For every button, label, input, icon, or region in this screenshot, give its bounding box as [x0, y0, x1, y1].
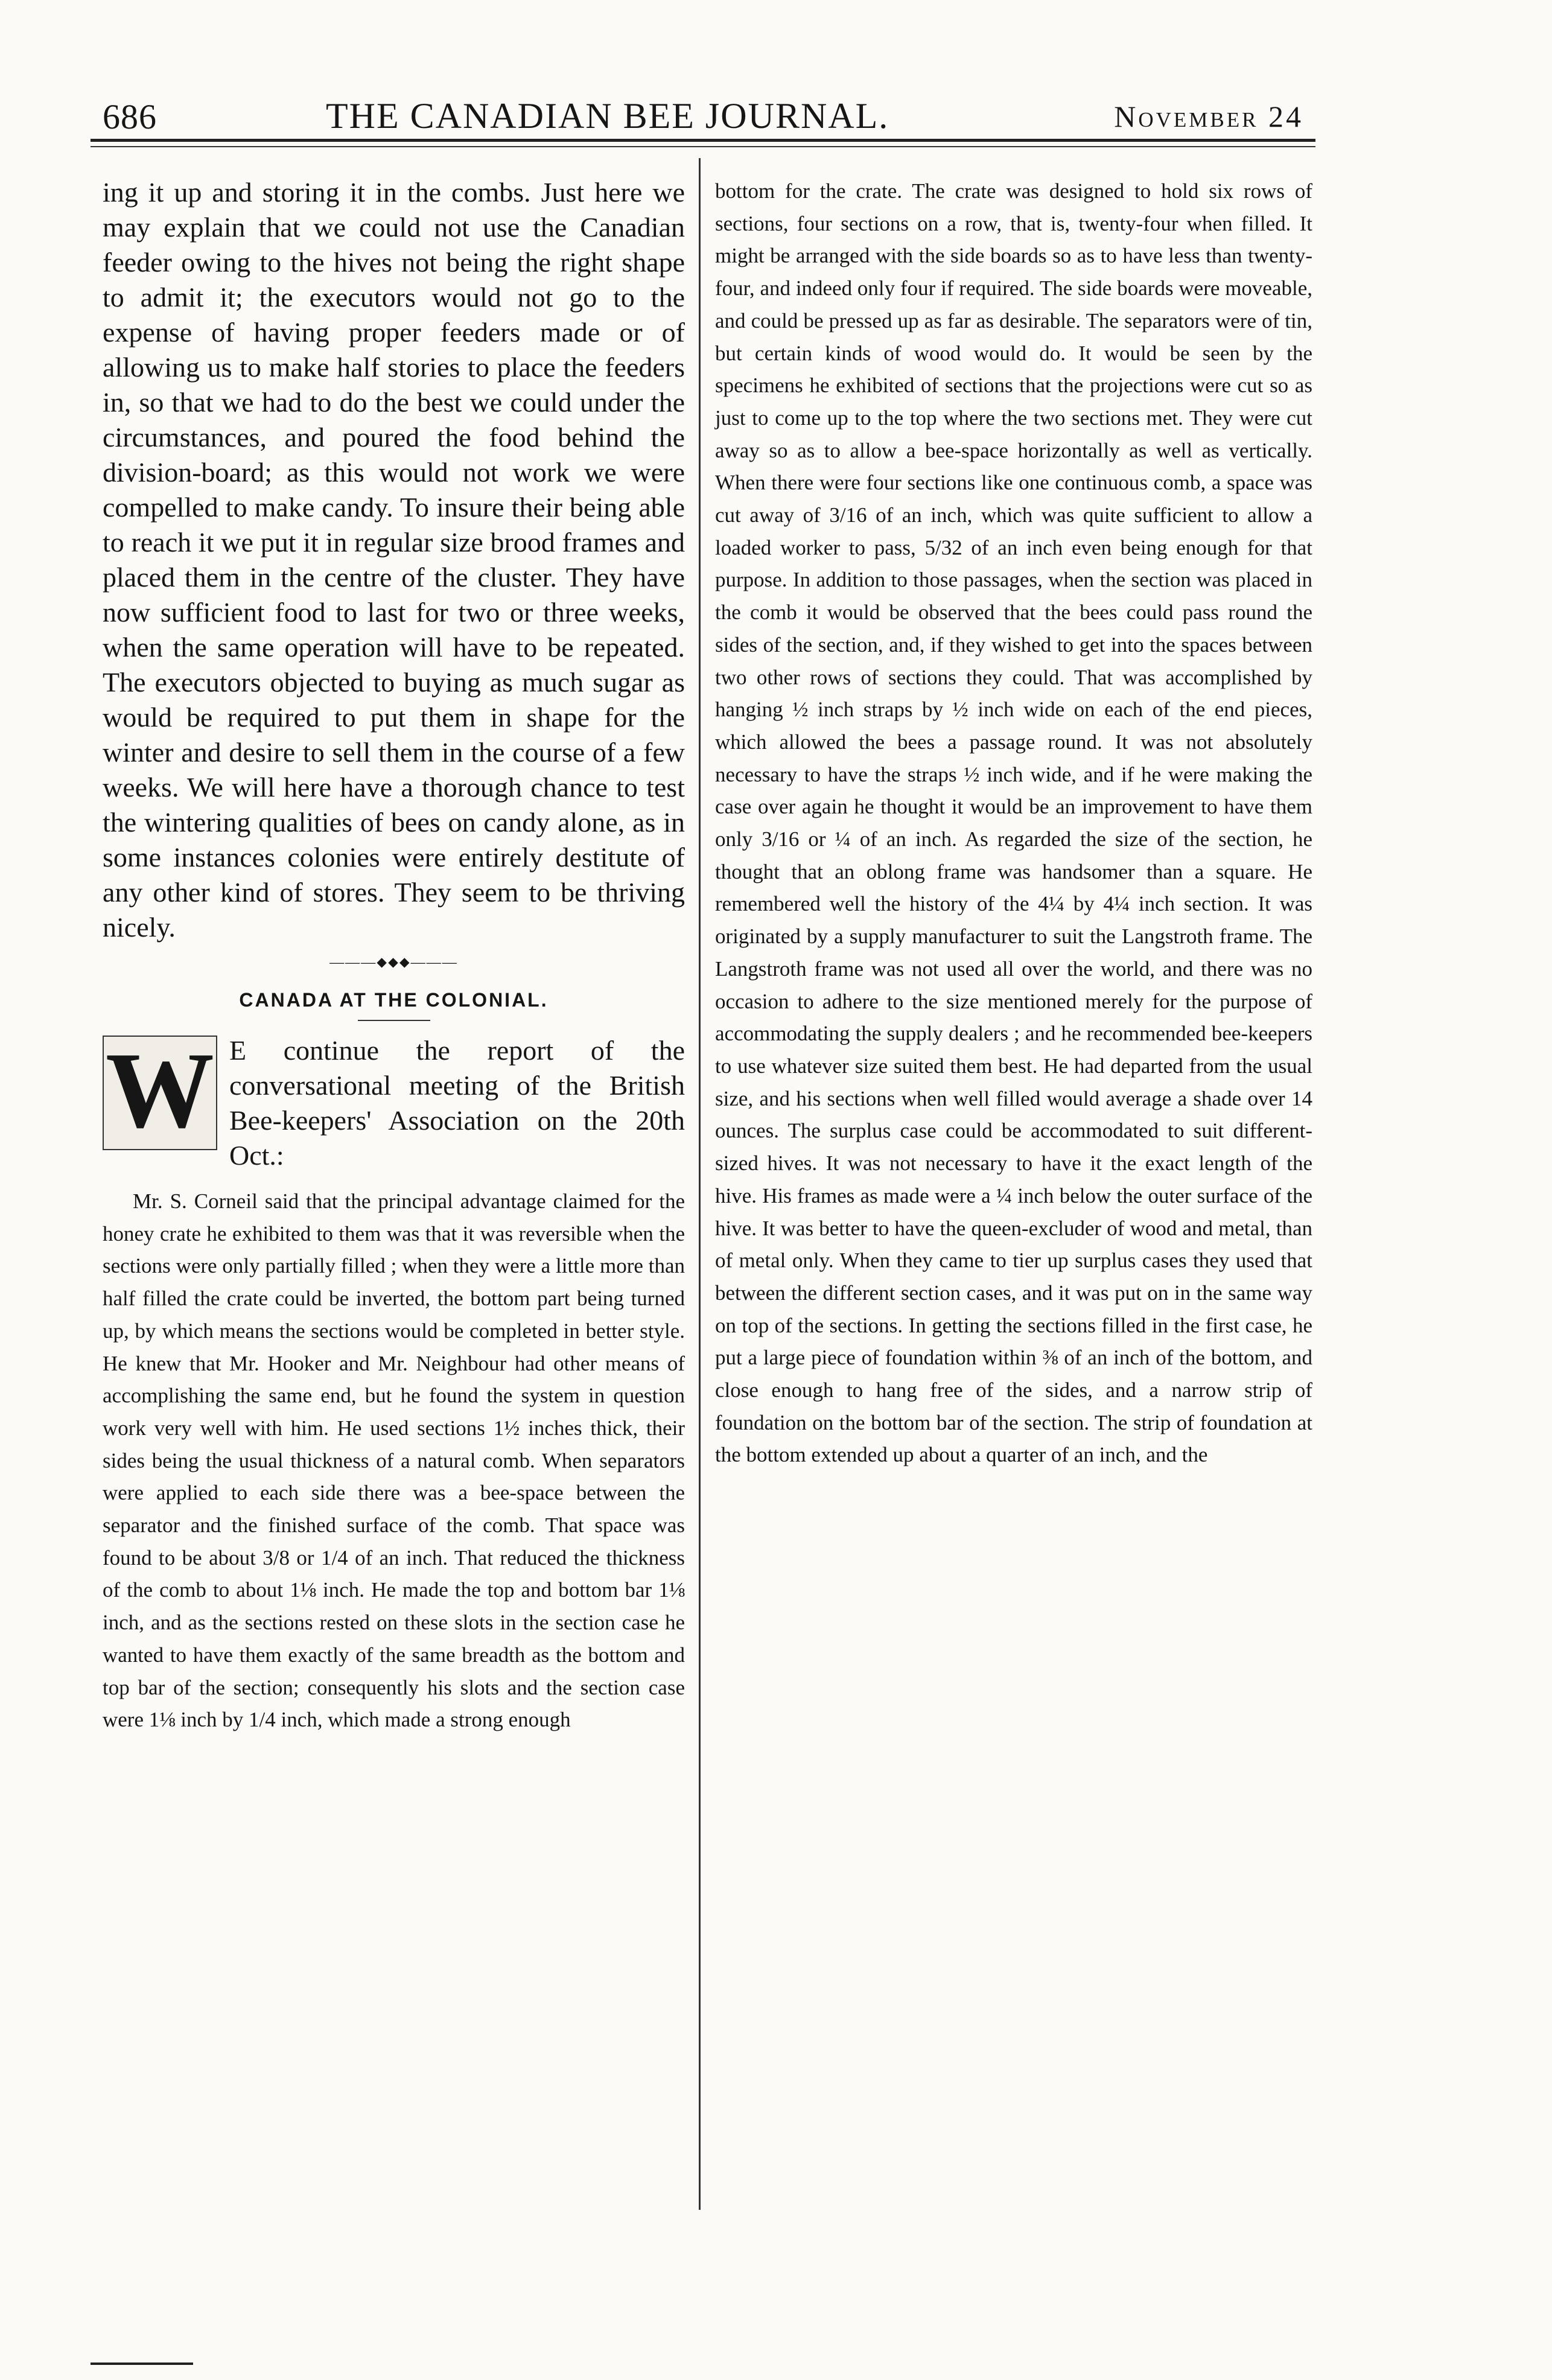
column-divider — [699, 158, 701, 2210]
journal-page — [91, 0, 1315, 2380]
article-intro — [103, 1030, 685, 1185]
header-rule-thin — [91, 146, 1315, 147]
body-paragraph-left: Mr. S. Corneil said that the principal advantage claimed for the honey crate he exhibited to them was that it was reversible when the sections were only partially filled ; when they were a little more than half filled the crate could be inverted, the bottom part being turned up, by which means the sections would be completed in better style. He knew that Mr. Hooker and Mr. Neighbour had other means of accomplishing the same end, but he found the system in question work very well with him. He used sections 1½ inches thick, their sides being the usual thickness of a natural comb. When separators were applied to each side there was a bee-space between the separator and the finished surface of the comb. That space was found to be about 3/8 or 1/4 of an inch. That reduced the thickness of the comb to about 1⅛ inch. He made the top and bottom bar 1⅛ inch, and as the sections rested on these slots in the section case he wanted to have them exactly of the same breadth as the bottom and top bar of the section; consequently his slots and the section case were 1⅛ inch by 1/4 inch, which made a strong enough — [103, 1189, 685, 1732]
intro-text: E continue the report of the conversational meeting of the British Bee-keepers' Association on the 20th Oct.: — [229, 1035, 685, 1171]
page-header — [91, 91, 1315, 145]
left-column — [103, 175, 685, 1736]
section-ornament: ———⬥⬥⬥——— — [329, 955, 458, 970]
footer-rule — [91, 2362, 193, 2365]
header-rule — [91, 139, 1315, 142]
issue-date: November 24 — [1114, 100, 1303, 133]
section-rule — [358, 1020, 430, 1021]
dropcap-initial — [103, 1030, 217, 1150]
section-title: CANADA AT THE COLONIAL. — [239, 989, 549, 1011]
body-paragraph-right: bottom for the crate. The crate was designed to hold six rows of sections, four sections on a row, that is, twenty-four when filled. It might be arranged with the side boards so as to have less than twenty-four, and indeed only four if required. The side boards were moveable, and could be pressed up as far as desirable. The separators were of tin, but certain kinds of wood would do. It would be seen by the specimens he exhibited of sections that the projections were cut so as just to come up to the top where the two sections met. They were cut away so as to allow a bee-space horizontally as well as vertically. When there were four sections like one continuous comb, a space was cut away of 3/16 of an inch, which was quite sufficient to allow a loaded worker to pass, 5/32 of an inch even being enough for that purpose. In addition to those passages, when the section was placed in the comb it would be observed that the bees could pass round the sides of the section, and, if they wished to get into the spaces between two other rows of sections they could. That was accomplished by hanging ½ inch straps by ½ inch wide on each of the end pieces, which allowed the bees a passage round. It was not absolutely necessary to have the straps ½ inch wide, and if he were making the case over again he thought it would be an improvement to have them only 3/16 or ¼ of an inch. As regarded the size of the section, he thought that an oblong frame was handsomer than a square. He remembered well the history of the 4¼ by 4¼ inch section. It was originated by a supply manufacturer to suit the Langstroth frame. The Langstroth frame was not used all over the world, and there was no occasion to adhere to the size mentioned merely for the purpose of accommodating the supply dealers ; and he recommended bee-keepers to use whatever size suited them best. He had departed from the usual size, and his sections when well filled would average a shade over 14 ounces. The surplus case could be accommodated to suit different-sized hives. It was not necessary to have it the exact length of the hive. His frames as made were a ¼ inch below the outer surface of the hive. It was better to have the queen-excluder of wood and metal, than of metal only. When they came to tier up surplus cases they used that between the different section cases, and it was put on in the same way on top of the sections. In getting the sections filled in the first case, he put a large piece of foundation within ⅜ of an inch of the bottom, and close enough to hang free of the sides, and a narrow strip of foundation on the bottom bar of the section. The strip of foundation at the bottom extended up about a quarter of an inch, and the — [715, 179, 1312, 1467]
opening-paragraph: ing it up and storing it in the combs. Just here we may explain that we could not use the Canadian feeder owing to the hives not being the right shape to admit it; the executors would not go to the expense of having proper feeders made or of allowing us to make half stories to place the feeders in, so that we had to do the best we could under the circumstances, and poured the food behind the division-board; as this would not work we were compelled to make candy. To insure their being able to reach it we put it in regular size brood frames and placed them in the centre of the cluster. They have now sufficient food to last for two or three weeks, when the same operation will have to be repeated. The executors objected to buying as much sugar as would be required to put them in shape for the winter and desire to sell them in the course of a few weeks. We will here have a thorough chance to test the wintering qualities of bees on candy alone, as in some instances colonies were entirely destitute of any other kind of stores. They seem to be thriving nicely. — [103, 177, 685, 943]
dropcap-letter: W — [106, 1030, 214, 1150]
page-number: 686 — [103, 97, 157, 136]
right-column — [715, 175, 1312, 1471]
journal-title: THE CANADIAN BEE JOURNAL. — [326, 96, 889, 136]
